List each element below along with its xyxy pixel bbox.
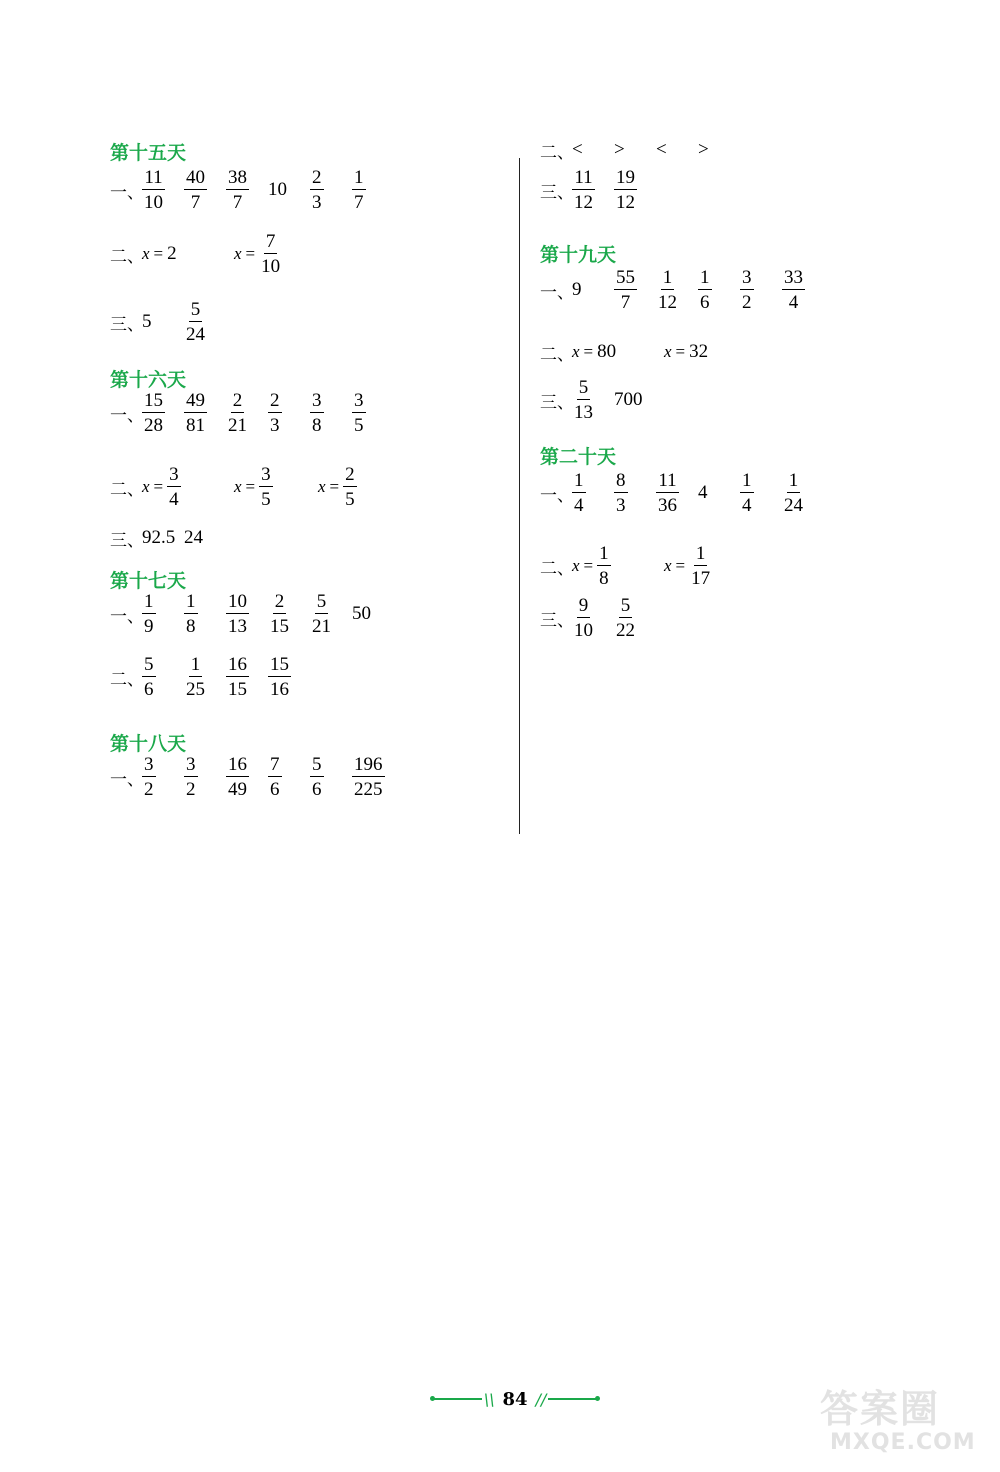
- fraction: [614, 268, 637, 312]
- answer-value: [268, 160, 287, 220]
- answer-row: [110, 647, 550, 707]
- fraction: [343, 465, 357, 509]
- variable: x: [572, 556, 580, 575]
- denominator: 2: [742, 292, 752, 313]
- question-label: 三、: [540, 392, 574, 413]
- variable: x: [664, 342, 672, 361]
- numerator: 38: [228, 167, 247, 188]
- numerator: 5: [578, 377, 589, 398]
- fraction: [259, 465, 273, 509]
- answer-value: [614, 370, 643, 430]
- value-text: 92.5: [142, 527, 176, 548]
- footer-ornament-left: [434, 1398, 482, 1400]
- variable: x: [142, 244, 150, 263]
- answer-value: [572, 260, 582, 320]
- question-label: 三、: [540, 610, 574, 631]
- question-label: 二、: [110, 669, 144, 690]
- fraction-answer: [310, 160, 324, 220]
- fraction: [142, 655, 156, 699]
- variable: x: [234, 477, 242, 496]
- equals-sign: =: [675, 556, 686, 575]
- variable: x: [234, 244, 242, 263]
- denominator: 36: [658, 495, 677, 516]
- numerator: 1: [144, 591, 154, 612]
- fraction: [226, 755, 249, 799]
- footer-ornament-slash: \\: [483, 1389, 495, 1409]
- equals-sign: =: [245, 477, 256, 496]
- fraction: [310, 391, 324, 435]
- numerator: 2: [270, 390, 280, 411]
- fraction: [572, 168, 595, 212]
- section-heading: 第十九天: [540, 244, 617, 266]
- fraction-answer: [268, 747, 282, 807]
- denominator: 10: [144, 192, 163, 213]
- fraction: [226, 655, 249, 699]
- denominator: 2: [186, 779, 196, 800]
- fraction: [572, 471, 586, 515]
- value-text: 24: [184, 527, 203, 548]
- fraction: [572, 596, 595, 640]
- fraction-answer: [572, 588, 595, 648]
- equals-sign: =: [153, 477, 164, 496]
- denominator: 12: [574, 192, 593, 213]
- denominator: 15: [228, 679, 247, 700]
- fraction: [226, 592, 249, 636]
- fraction-answer: [614, 260, 637, 320]
- numerator: 55: [616, 267, 635, 288]
- fraction: [740, 471, 754, 515]
- section-heading: 第十七天: [110, 570, 187, 592]
- fraction-answer: [142, 647, 156, 707]
- value-text: 4: [698, 482, 708, 503]
- question-label: 一、: [540, 282, 574, 303]
- section-heading: 第十八天: [110, 733, 187, 755]
- numerator: 11: [574, 167, 593, 188]
- fraction: [184, 655, 207, 699]
- denominator: 5: [261, 489, 271, 510]
- question-label: 二、: [540, 344, 574, 365]
- numerator: 5: [620, 595, 631, 616]
- fraction-answer: [184, 292, 207, 352]
- watermark: [820, 1378, 990, 1468]
- numerator: 2: [274, 591, 285, 612]
- fraction: [352, 755, 385, 799]
- numerator: 1: [186, 591, 196, 612]
- value-text: >: [698, 139, 709, 160]
- section-heading: 第二十天: [540, 446, 617, 468]
- question-label: 二、: [110, 479, 144, 500]
- answer-row: [110, 224, 550, 284]
- denominator: 4: [788, 292, 799, 313]
- denominator: 6: [270, 779, 280, 800]
- denominator: 7: [190, 192, 201, 213]
- question-label: 一、: [110, 405, 144, 426]
- denominator: 7: [354, 192, 364, 213]
- numerator: 2: [312, 167, 322, 188]
- question-label: 一、: [110, 606, 144, 627]
- fraction: [614, 168, 637, 212]
- equals-sign: =: [675, 342, 686, 361]
- fraction: [310, 592, 333, 636]
- variable: x: [318, 477, 326, 496]
- watermark-line2: MXQE.COM: [830, 1430, 976, 1455]
- denominator: 4: [574, 495, 584, 516]
- numerator: 5: [316, 591, 327, 612]
- numerator: 1: [354, 167, 364, 188]
- value-text: 700: [614, 389, 643, 410]
- denominator: 6: [700, 292, 710, 313]
- section-heading: 第十五天: [110, 142, 187, 164]
- numerator: 5: [144, 654, 154, 675]
- equation: [572, 536, 611, 596]
- fraction-answer: [142, 747, 156, 807]
- fraction: [352, 391, 366, 435]
- fraction: [142, 168, 165, 212]
- denominator: 7: [232, 192, 243, 213]
- numerator: 3: [312, 390, 322, 411]
- fraction: [572, 378, 595, 422]
- fraction: [689, 544, 712, 588]
- answer-row: [540, 260, 980, 320]
- numerator: 49: [186, 390, 205, 411]
- numerator: 1: [574, 470, 584, 491]
- section-heading: 第十六天: [110, 369, 187, 391]
- numerator: 2: [232, 390, 243, 411]
- question-label: 一、: [110, 769, 144, 790]
- numerator: 11: [658, 470, 677, 491]
- denominator: 24: [784, 495, 803, 516]
- numerator: 11: [144, 167, 163, 188]
- fraction-answer: [310, 747, 324, 807]
- answer-row: [540, 370, 980, 430]
- fraction-answer: [142, 383, 165, 443]
- numerator: 16: [228, 754, 247, 775]
- fraction: [656, 268, 679, 312]
- fraction: [614, 596, 637, 640]
- denominator: 17: [691, 568, 711, 589]
- numerator: 5: [312, 754, 322, 775]
- fraction: [268, 592, 291, 636]
- answer-value: [142, 292, 152, 352]
- fraction-answer: [226, 747, 249, 807]
- fraction: [142, 755, 156, 799]
- denominator: 13: [228, 616, 247, 637]
- equals-sign: =: [245, 244, 256, 263]
- answer-row: [540, 463, 980, 523]
- fraction-answer: [782, 260, 805, 320]
- fraction: [268, 655, 291, 699]
- fraction-answer: [656, 463, 679, 523]
- fraction: [698, 268, 712, 312]
- denominator: 21: [228, 415, 247, 436]
- numerator: 33: [784, 267, 803, 288]
- fraction: [352, 168, 366, 212]
- denominator: 4: [742, 495, 752, 516]
- denominator: 13: [574, 402, 593, 423]
- equation: [664, 536, 712, 596]
- fraction: [142, 592, 156, 636]
- numerator: 3: [186, 754, 196, 775]
- fraction-answer: [310, 383, 324, 443]
- numerator: 40: [186, 167, 205, 188]
- fraction: [782, 471, 805, 515]
- fraction-answer: [226, 584, 249, 644]
- fraction: [268, 755, 282, 799]
- question-label: 三、: [110, 314, 144, 335]
- fraction-answer: [184, 747, 198, 807]
- fraction-answer: [142, 584, 156, 644]
- fraction: [142, 391, 165, 435]
- fraction-answer: [352, 160, 366, 220]
- fraction: [740, 268, 754, 312]
- denominator: 49: [228, 779, 247, 800]
- watermark-line1: 答案圈: [820, 1387, 941, 1431]
- numerator: 1: [599, 543, 609, 564]
- answer-row: [110, 584, 550, 644]
- value-text: <: [656, 139, 667, 160]
- numerator: 9: [578, 595, 589, 616]
- page-number: 84: [502, 1388, 528, 1410]
- value-text: 80: [597, 341, 617, 362]
- fraction: [184, 300, 207, 344]
- fraction-answer: [142, 160, 165, 220]
- value-text: 32: [689, 341, 709, 362]
- fraction: [782, 268, 805, 312]
- question-label: 二、: [540, 558, 574, 579]
- value-text: <: [572, 139, 583, 160]
- answer-row: [110, 160, 550, 220]
- denominator: 7: [620, 292, 631, 313]
- denominator: 10: [261, 256, 281, 277]
- question-label: 三、: [110, 530, 144, 551]
- denominator: 24: [186, 324, 205, 345]
- denominator: 2: [144, 779, 154, 800]
- fraction: [268, 391, 282, 435]
- value-text: 50: [352, 603, 371, 624]
- fraction: [597, 544, 611, 588]
- fraction-answer: [310, 584, 333, 644]
- denominator: 3: [312, 192, 322, 213]
- column-divider: [519, 158, 520, 834]
- answer-row: [540, 536, 980, 596]
- answer-value: [698, 463, 708, 523]
- fraction: [259, 232, 282, 276]
- answer-value: [184, 508, 203, 568]
- answer-value: [352, 584, 371, 644]
- denominator: 22: [616, 620, 635, 641]
- fraction: [184, 168, 207, 212]
- fraction: [614, 471, 628, 515]
- denominator: 8: [312, 415, 322, 436]
- numerator: 19: [616, 167, 635, 188]
- denominator: 5: [354, 415, 364, 436]
- numerator: 8: [616, 470, 626, 491]
- answer-row: [540, 588, 980, 648]
- denominator: 12: [616, 192, 635, 213]
- denominator: 81: [186, 415, 205, 436]
- fraction-answer: [614, 160, 637, 220]
- denominator: 3: [270, 415, 280, 436]
- numerator: 1: [742, 470, 752, 491]
- numerator: 15: [144, 390, 163, 411]
- numerator: 196: [354, 754, 383, 775]
- numerator: 1: [700, 267, 710, 288]
- fraction: [656, 471, 679, 515]
- denominator: 225: [354, 779, 383, 800]
- fraction: [310, 755, 324, 799]
- fraction-answer: [268, 584, 291, 644]
- value-text: 5: [142, 311, 152, 332]
- fraction-answer: [698, 260, 712, 320]
- denominator: 12: [658, 292, 677, 313]
- equals-sign: =: [153, 244, 164, 263]
- fraction-answer: [740, 260, 754, 320]
- fraction-answer: [572, 160, 595, 220]
- denominator: 6: [144, 679, 154, 700]
- equation: [234, 224, 282, 284]
- denominator: 15: [270, 616, 289, 637]
- fraction: [184, 755, 198, 799]
- fraction-answer: [184, 160, 207, 220]
- numerator: 5: [190, 299, 201, 320]
- numerator: 3: [169, 464, 179, 485]
- fraction-answer: [614, 463, 628, 523]
- denominator: 8: [599, 568, 609, 589]
- fraction-answer: [184, 584, 198, 644]
- fraction-answer: [226, 647, 249, 707]
- answer-row: [110, 292, 550, 352]
- numerator: 1: [190, 654, 201, 675]
- fraction: [184, 592, 198, 636]
- answer-row: [110, 508, 550, 568]
- fraction-answer: [656, 260, 679, 320]
- answer-row: [110, 383, 550, 443]
- fraction-answer: [184, 383, 207, 443]
- denominator: 28: [144, 415, 163, 436]
- variable: x: [142, 477, 150, 496]
- numerator: 2: [345, 464, 355, 485]
- denominator: 6: [312, 779, 322, 800]
- denominator: 21: [312, 616, 331, 637]
- fraction-answer: [572, 463, 586, 523]
- variable: x: [664, 556, 672, 575]
- numerator: 3: [261, 464, 271, 485]
- fraction-answer: [268, 647, 291, 707]
- fraction-answer: [352, 747, 385, 807]
- numerator: 3: [742, 267, 752, 288]
- numerator: 1: [662, 267, 673, 288]
- fraction-answer: [268, 383, 282, 443]
- denominator: 8: [186, 616, 196, 637]
- footer-ornament-right: [548, 1398, 596, 1400]
- value-text: >: [614, 139, 625, 160]
- denominator: 10: [574, 620, 593, 641]
- fraction-answer: [782, 463, 805, 523]
- question-label: 二、: [540, 142, 574, 163]
- fraction-answer: [184, 647, 207, 707]
- numerator: 3: [354, 390, 364, 411]
- question-label: 一、: [540, 485, 574, 506]
- denominator: 5: [345, 489, 355, 510]
- numerator: 3: [144, 754, 154, 775]
- page-footer: [430, 1384, 600, 1414]
- denominator: 25: [186, 679, 205, 700]
- equals-sign: =: [583, 556, 594, 575]
- numerator: 1: [695, 543, 706, 564]
- numerator: 15: [270, 654, 289, 675]
- numerator: 7: [270, 754, 280, 775]
- fraction: [226, 168, 249, 212]
- denominator: 4: [169, 489, 179, 510]
- denominator: 3: [616, 495, 626, 516]
- fraction: [167, 465, 181, 509]
- denominator: 16: [270, 679, 289, 700]
- numerator: 1: [788, 470, 799, 491]
- numerator: 10: [228, 591, 247, 612]
- fraction-answer: [352, 383, 366, 443]
- fraction-answer: [572, 370, 595, 430]
- question-label: 一、: [110, 182, 144, 203]
- equation: [142, 224, 177, 284]
- answer-row: [110, 747, 550, 807]
- fraction-answer: [226, 160, 249, 220]
- footer-ornament-slash: //: [535, 1389, 547, 1409]
- answer-row: [540, 160, 980, 220]
- denominator: 9: [144, 616, 154, 637]
- question-label: 二、: [110, 246, 144, 267]
- variable: x: [572, 342, 580, 361]
- value-text: 9: [572, 279, 582, 300]
- value-text: 2: [167, 243, 177, 264]
- question-label: 三、: [540, 182, 574, 203]
- equals-sign: =: [583, 342, 594, 361]
- numerator: 16: [228, 654, 247, 675]
- fraction: [184, 391, 207, 435]
- answer-value: [142, 508, 175, 568]
- fraction: [226, 391, 249, 435]
- numerator: 7: [265, 231, 276, 252]
- equals-sign: =: [329, 477, 340, 496]
- value-text: 10: [268, 179, 287, 200]
- fraction-answer: [740, 463, 754, 523]
- fraction-answer: [614, 588, 637, 648]
- fraction-answer: [226, 383, 249, 443]
- fraction: [310, 168, 324, 212]
